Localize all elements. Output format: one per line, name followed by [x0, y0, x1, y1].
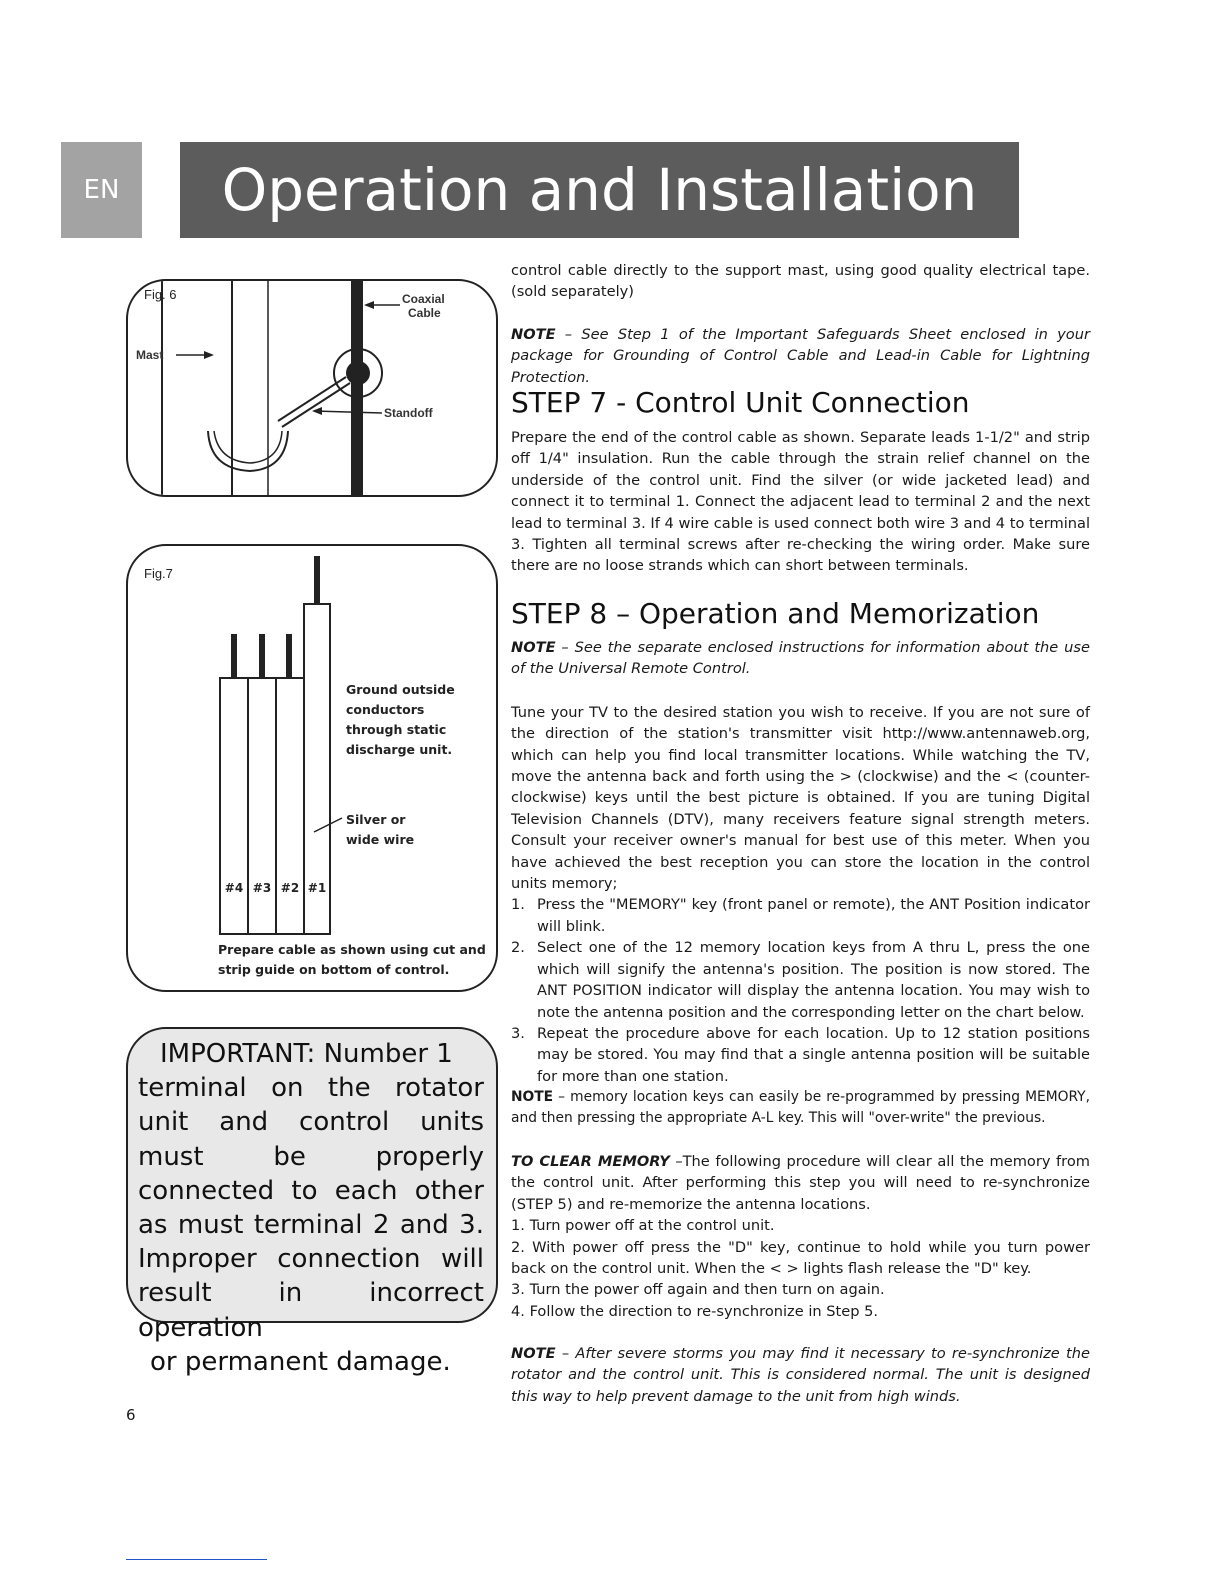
fig7-caption-line1: Prepare cable as shown using cut and [218, 942, 486, 957]
fig6-coaxial-label: Coaxial [402, 292, 445, 306]
fig6-cable-label: Cable [408, 306, 441, 320]
note3-label: NOTE [511, 1345, 556, 1362]
ground-label-line1: Ground outside [346, 682, 455, 697]
footer-rule [126, 1559, 267, 1560]
list-item: 2. With power off press the "D" key, continue to hold while you turn power back on the control unit. When the < > lights flash release the "D" key. [511, 1238, 1090, 1278]
important-notice [126, 1027, 498, 1377]
page-number: 6 [126, 1406, 136, 1424]
fig6-standoff-label: Standoff [384, 406, 433, 420]
fig7-label: Fig.7 [144, 566, 173, 581]
clear-memory-section [511, 1151, 1090, 1322]
intro-paragraph [511, 260, 1090, 303]
list-item: 1. Turn power off at the control unit. [511, 1217, 775, 1235]
fig7-illustration [128, 546, 496, 990]
step7-text: Prepare the end of the control cable as shown. Separate leads 1-1/2" and strip off 1/4" insulation. Run the cable through the strain relief channel on the underside of the control unit. Find the silver (or wide jacketed lead) and connect it to terminal 1. Connect the adjacent lead to terminal 2 and the next lead to terminal 3. If 4 wire cable is used connect both wire 3 and 4 to terminal 3. Tighten all terminal screws after re-checking the wiring order. Make sure there are no loose strands which can short between terminals. [511, 429, 1090, 575]
memory-steps [511, 894, 1090, 1087]
ground-label-line4: discharge unit. [346, 742, 453, 757]
fig6-label: Fig. 6 [144, 287, 177, 302]
note-safeguards [511, 324, 1090, 388]
wire-label-2: #2 [280, 881, 300, 895]
note2-label: NOTE [511, 1089, 554, 1105]
wire-label-3: #3 [252, 881, 272, 895]
figure-6 [126, 279, 498, 497]
clear-memory-label: TO CLEAR MEMORY [511, 1153, 670, 1170]
list-item: 3. Repeat the procedure above for each location. Up to 12 station positions may be stored. You may find that a single antenna position will be suitable for more than one station. [511, 1024, 1090, 1085]
page-title: Operation and Installation [180, 142, 1019, 238]
note2-text: – memory location keys can easily be re-programmed by pressing MEMORY, and then pressing the appropriate A-L key. This will "over-write" the previous. [511, 1089, 1090, 1127]
clear-memory-text: –The following procedure will clear all the memory from the control unit. After performing this step you will need to re-synchronize (STEP 5) and re-memorize the antenna locations. [511, 1153, 1090, 1213]
note3-text: – After severe storms you may find it necessary to re-synchronize the rotator and the control unit. This is considered normal. The unit is designed this way to help prevent damage to the unit from high winds. [511, 1345, 1090, 1405]
step8-note-label: NOTE [511, 639, 556, 656]
silver-label-line1: Silver or [346, 812, 406, 827]
ground-label-line3: through static [346, 722, 447, 737]
note-reprogram [511, 1087, 1090, 1130]
important-body: terminal on the rotator unit and control units must be properly connected to each other as must terminal 2 and 3. Improper connection will result in incorrect operation [138, 1073, 484, 1343]
list-item: 4. Follow the direction to re-synchronize in Step 5. [511, 1302, 879, 1320]
step7-heading: STEP 7 - Control Unit Connection [511, 386, 970, 419]
step8-note-text: – See the separate enclosed instructions for information about the use of the Universal Remote Control. [511, 639, 1090, 678]
list-item: 1. Press the "MEMORY" key (front panel or remote), the ANT Position indicator will blink. [511, 896, 1090, 935]
list-item: 2. Select one of the 12 memory location keys from A thru L, press the one which will signify the antenna's position. The position is now stored. The ANT POSITION indicator will display the antenna location. You may wish to note the antenna position and the corresponding letter on the chart below. [511, 939, 1090, 1021]
step8-heading: STEP 8 – Operation and Memorization [511, 597, 1040, 630]
wire-label-1: #1 [307, 881, 327, 895]
step8-section [511, 597, 1090, 1087]
important-heading: IMPORTANT: Number 1 [160, 1039, 453, 1069]
wire-label-4: #4 [224, 881, 244, 895]
silver-label-line2: wide wire [346, 832, 415, 847]
ground-label-line2: conductors [346, 702, 425, 717]
step7-section [511, 386, 1090, 577]
list-item: 3. Turn the power off again and then turn on again. [511, 1281, 885, 1299]
note-storms [511, 1343, 1090, 1407]
figure-7 [126, 544, 498, 992]
note-label: NOTE [511, 326, 556, 343]
fig6-mast-label: Mast [136, 348, 164, 362]
language-tab: EN [61, 142, 142, 238]
intro-text: control cable directly to the support mast, using good quality electrical tape. (sold separately) [511, 262, 1090, 301]
fig7-caption-line2: strip guide on bottom of control. [218, 962, 450, 977]
important-last-line: or permanent damage. [150, 1346, 451, 1377]
fig6-illustration [128, 281, 496, 495]
note-text: – See Step 1 of the Important Safeguards Sheet enclosed in your package for Grounding of Control Cable and Lead-in Cable for Lightning Protection. [511, 326, 1090, 386]
step8-text: Tune your TV to the desired station you wish to receive. If you are not sure of the direction of the station's transmitter visit http://www.antennaweb.org, which can help you find local transmitter locations. While watching the TV, move the antenna back and forth using the > (clockwise) and the < (counter-clockwise) keys until the best picture is obtained. If you are tuning Digital Television Channels (DTV), many receivers feature signal strength meters. Consult your receiver owner's manual for best use of this meter. When you have achieved the best reception you can store the location in the control units memory; [511, 703, 1090, 893]
